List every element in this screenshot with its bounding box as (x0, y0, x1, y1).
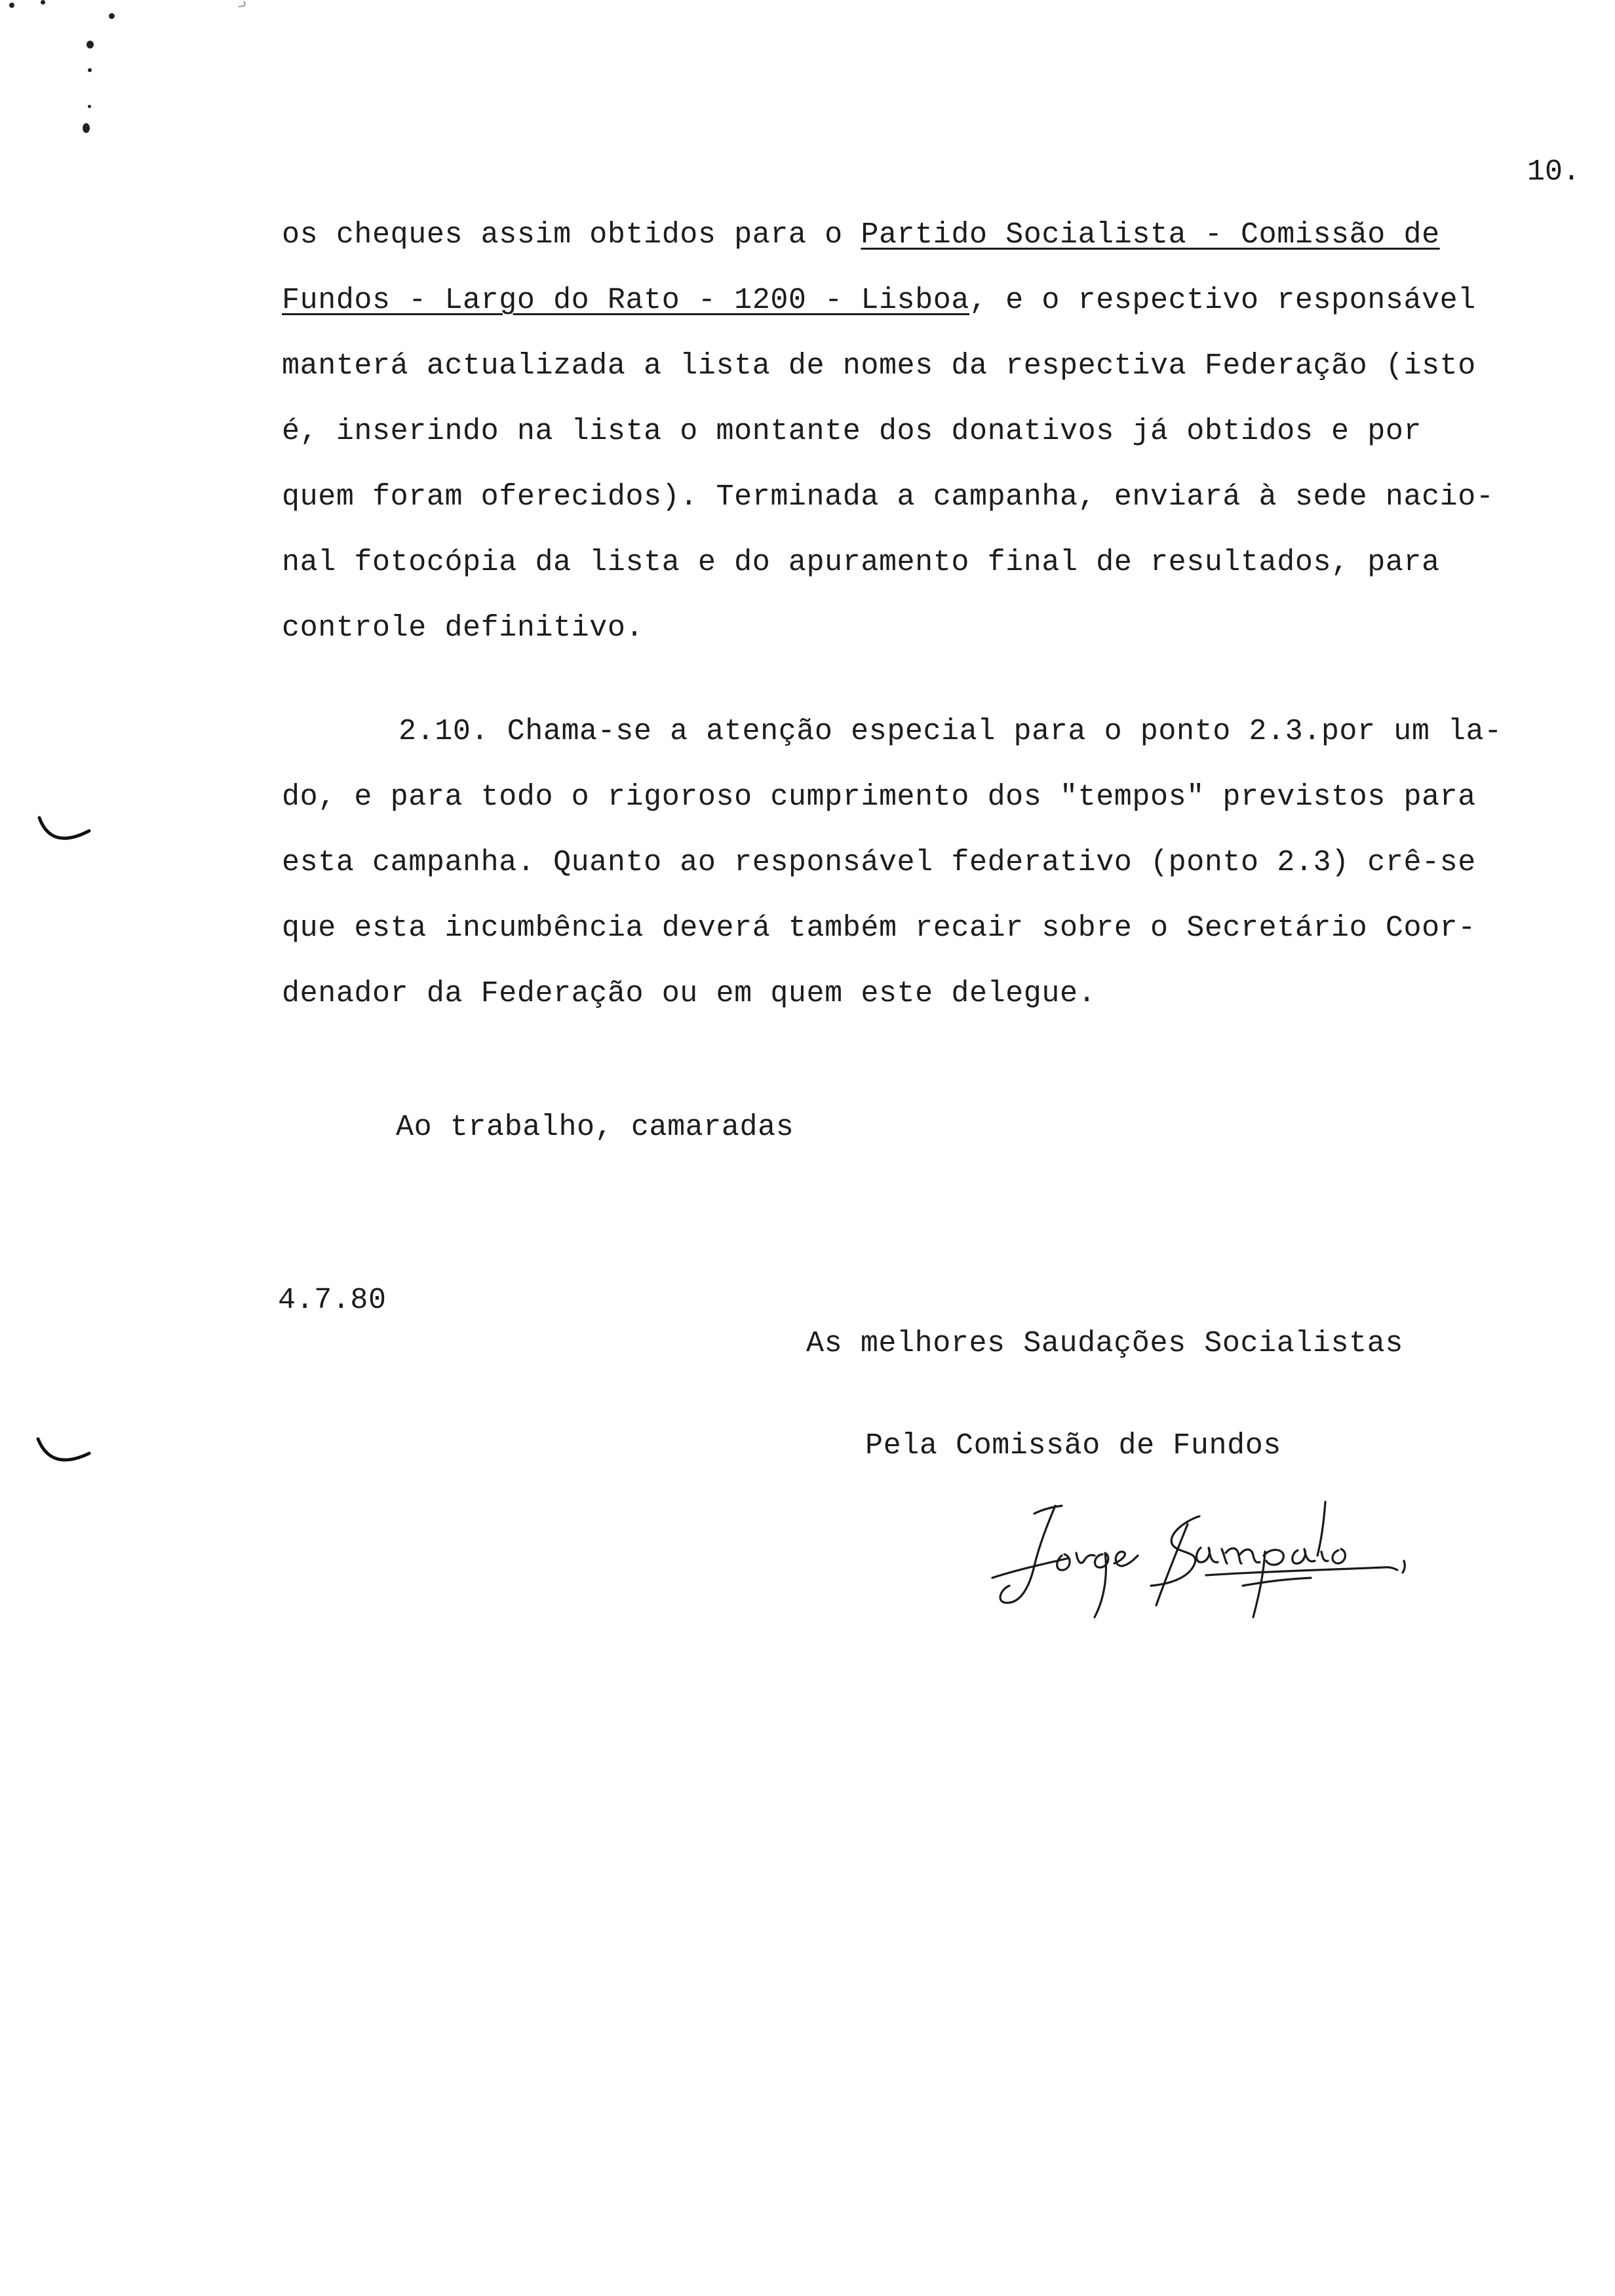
text-run: , e o respectivo responsável (969, 284, 1476, 317)
document-date: 4.7.80 (278, 1284, 387, 1317)
paragraph-1-line-7: controle definitivo. (282, 611, 644, 645)
paragraph-2-line-1: 2.10. Chama-se a atenção especial para o ponto 2.3.por um la- (399, 715, 1502, 748)
underlined-text: Partido Socialista - Comissão de (861, 218, 1440, 252)
paragraph-1-line-6: nal fotocópia da lista e do apuramento final de resultados, para (282, 546, 1440, 579)
paragraph-2-line-5: denador da Federação ou em quem este delegue. (282, 977, 1097, 1010)
paragraph-1-line-4: é, inserindo na lista o montante dos donativos já obtidos e por (282, 415, 1422, 448)
scan-speck (239, 1, 245, 7)
salutation: As melhores Saudações Socialistas (806, 1327, 1403, 1360)
signatory-line: Pela Comissão de Fundos (865, 1429, 1281, 1463)
punch-hole-mark-upper (39, 818, 89, 838)
underlined-text: Fundos - Largo do Rato - 1200 - Lisboa (282, 284, 969, 317)
paragraph-1-line-3: manterá actualizada a lista de nomes da respectiva Federação (isto (282, 349, 1476, 383)
text-run: os cheques assim obtidos para o (282, 218, 861, 252)
punch-hole-mark-lower (38, 1439, 89, 1460)
paragraph-1-line-5: quem foram oferecidos). Terminada a campanha, enviará à sede nacio- (282, 480, 1494, 514)
paragraph-2-line-2: do, e para todo o rigoroso cumprimento dos "tempos" previstos para (282, 780, 1476, 814)
closing-call: Ao trabalho, camaradas (396, 1111, 794, 1144)
paragraph-2-line-3: esta campanha. Quanto ao responsável federativo (ponto 2.3) crê-se (282, 846, 1476, 879)
page-number: 10. (1527, 155, 1581, 189)
handwritten-signature (957, 1487, 1442, 1638)
paragraph-1-line-1 (282, 218, 1440, 253)
paragraph-2-line-4: que esta incumbência deverá também recair sobre o Secretário Coor- (282, 911, 1476, 945)
paragraph-1-line-2 (282, 283, 1476, 318)
